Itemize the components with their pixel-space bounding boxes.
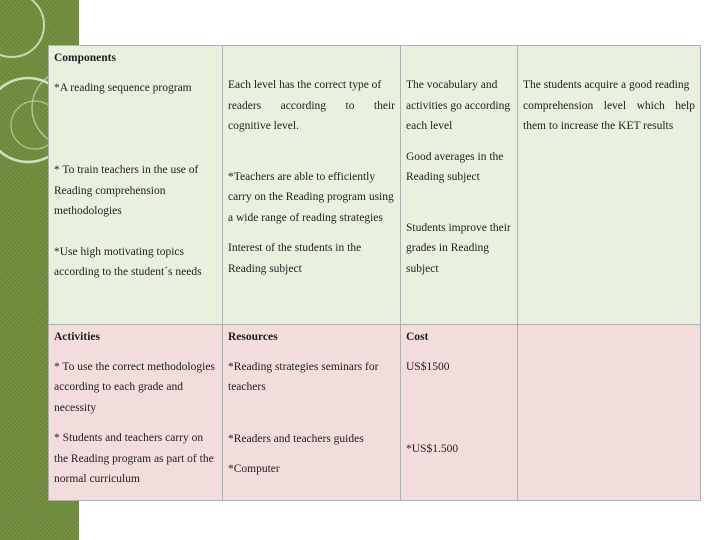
results-cell <box>401 46 518 325</box>
program-table <box>48 45 701 501</box>
impact-item-1-rest: them to increase the KET results <box>523 120 674 132</box>
indicator-item-1-rest: cognitive level. <box>228 120 299 132</box>
resource-item-3: *Computer <box>228 463 280 475</box>
impact-cell <box>518 46 701 325</box>
activities-cell <box>49 325 223 501</box>
cost-cell <box>401 325 518 501</box>
activity-item-1: * To use the correct methodologies according to each grade and necessity <box>54 360 215 414</box>
component-item-3: *Use high motivating topics according to the student´s needs <box>54 245 202 278</box>
impact-item-1-line2: comprehension level which help <box>523 99 695 112</box>
cost-item-2: *US$1.500 <box>406 443 459 455</box>
activity-item-2: * Students and teachers carry on the Reading program as part of the normal curriculum <box>54 432 214 485</box>
resources-header: Resources <box>228 331 278 343</box>
activities-header: Activities <box>54 331 100 343</box>
resource-item-1: *Reading strategies seminars for teachers <box>228 360 379 393</box>
indicator-item-1-line2: readers according to their <box>228 99 395 112</box>
cost-item-1: US$1500 <box>406 360 450 373</box>
indicators-cell <box>223 46 401 325</box>
component-item-1: *A reading sequence program <box>54 81 192 94</box>
component-item-2-rest: Reading comprehension methodologies <box>54 184 166 217</box>
resource-item-2: *Readers and teachers guides <box>228 432 364 445</box>
indicator-item-1-line1: Each level has the correct type of <box>228 79 382 91</box>
result-item-2: Good averages in the Reading subject <box>406 150 504 183</box>
components-row <box>49 46 701 325</box>
component-item-2-line1: * To train teachers in the use of <box>54 164 199 176</box>
resources-cell <box>223 325 401 501</box>
activities-row <box>49 325 701 501</box>
components-header: Components <box>54 52 116 64</box>
components-cell <box>49 46 223 325</box>
impact-item-1-line1: The students acquire a good reading <box>523 79 690 91</box>
result-item-1: The vocabulary and activities go according each level <box>406 79 511 132</box>
indicator-item-2: *Teachers are able to efficiently carry on the Reading program using a wide range of reading strategies <box>228 170 394 224</box>
cost-header: Cost <box>406 331 429 343</box>
indicator-item-3: Interest of the students in the Reading subject <box>228 242 362 275</box>
result-item-3: Students improve their grades in Reading subject <box>406 221 511 275</box>
empty-cell <box>518 325 701 501</box>
